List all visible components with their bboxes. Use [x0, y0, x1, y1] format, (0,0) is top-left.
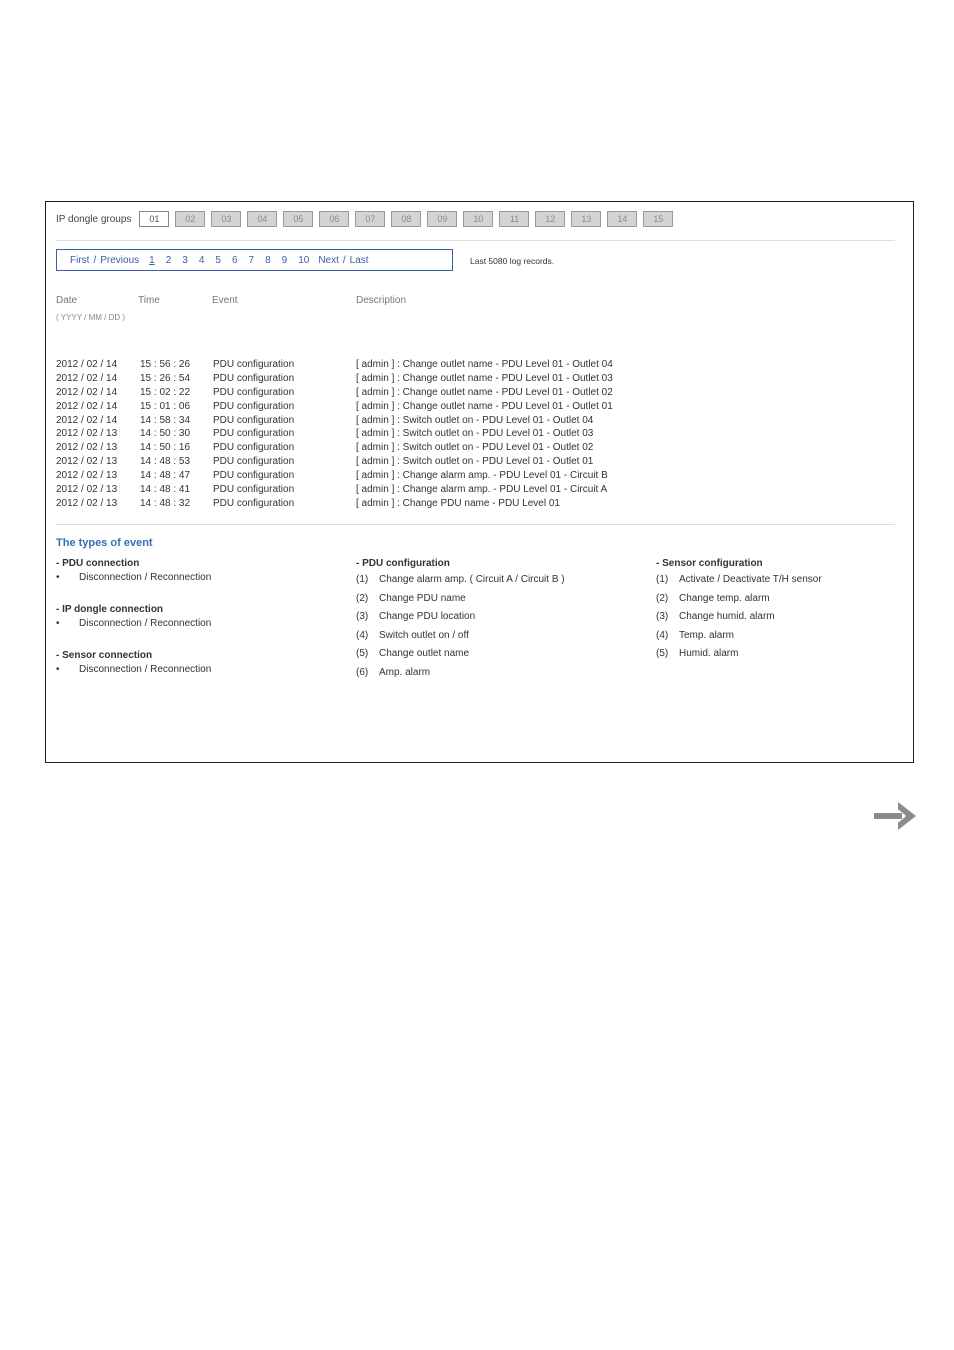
event-category: - Sensor configuration: [656, 558, 763, 569]
group-tab-03[interactable]: 03: [211, 211, 241, 227]
event-log-panel: [45, 201, 914, 763]
log-description: [ admin ] : Switch outlet on - PDU Level 01 - Outlet 03: [356, 428, 594, 440]
item-number: (3): [356, 611, 369, 622]
page-link-3[interactable]: 3: [182, 254, 188, 266]
log-event: PDU configuration: [213, 442, 295, 454]
header-time: Time: [138, 295, 160, 306]
group-tab-15[interactable]: 15: [643, 211, 673, 227]
header-date-format: ( YYYY / MM / DD ): [56, 313, 126, 322]
group-tab-11[interactable]: 11: [499, 211, 529, 227]
arrow-right-icon[interactable]: [872, 798, 918, 834]
log-time: 14 : 48 : 41: [140, 484, 191, 496]
divider: [56, 240, 895, 241]
list-item: [356, 630, 565, 649]
item-number: (1): [356, 574, 369, 585]
log-time: 15 : 56 : 26: [140, 359, 191, 370]
previous-page-link[interactable]: Previous: [100, 254, 140, 266]
group-selector: [139, 211, 679, 227]
group-tab-01[interactable]: 01: [139, 211, 169, 227]
log-event: PDU configuration: [213, 428, 295, 440]
list-item: [356, 574, 565, 593]
list-item: [656, 648, 822, 667]
ip-dongle-groups: [56, 211, 679, 227]
log-time: 14 : 58 : 34: [140, 414, 191, 426]
page-link-1[interactable]: 1: [149, 254, 155, 266]
pager-separator: /: [342, 254, 346, 266]
group-tab-05[interactable]: 05: [283, 211, 313, 227]
page-link-2[interactable]: 2: [165, 254, 172, 266]
group-tab-07[interactable]: 07: [355, 211, 385, 227]
log-date: 2012 / 02 / 14: [56, 414, 118, 426]
group-tab-08[interactable]: 08: [391, 211, 421, 227]
item-text: Activate / Deactivate T/H sensor: [679, 574, 822, 585]
group-tab-02[interactable]: 02: [175, 211, 205, 227]
log-date: 2012 / 02 / 13: [56, 484, 118, 496]
log-event: PDU configuration: [213, 400, 295, 412]
page-link-9[interactable]: 9: [281, 254, 288, 266]
item-number: (2): [656, 592, 669, 604]
log-date: 2012 / 02 / 14: [56, 359, 118, 370]
item-number: (1): [656, 574, 669, 585]
log-event: PDU configuration: [213, 372, 295, 384]
item-text: Change outlet name: [379, 648, 470, 659]
spacer: [56, 632, 211, 650]
log-event: PDU configuration: [213, 456, 295, 468]
item-text: Humid. alarm: [679, 648, 739, 659]
list-item: • Disconnection / Reconnection: [56, 664, 211, 678]
log-date: 2012 / 02 / 14: [56, 372, 118, 384]
page-links: [139, 255, 309, 266]
event-category: - PDU connection: [56, 558, 140, 569]
log-description: [ admin ] : Switch outlet on - PDU Level 01 - Outlet 04: [356, 414, 594, 426]
item-number: (4): [356, 629, 369, 641]
next-page-link[interactable]: Next: [318, 254, 339, 266]
log-event: PDU configuration: [213, 359, 295, 370]
log-description: [ admin ] : Switch outlet on - PDU Level 01 - Outlet 01: [356, 456, 594, 468]
log-description: [ admin ] : Change alarm amp. - PDU Level 01 - Circuit A: [356, 484, 608, 496]
list-item: [656, 611, 822, 630]
list-item: [356, 667, 565, 686]
group-tab-09[interactable]: 09: [427, 211, 457, 227]
log-description: [ admin ] : Change alarm amp. - PDU Level 01 - Circuit B: [356, 470, 608, 482]
log-description: [ admin ] : Change outlet name - PDU Level 01 - Outlet 04: [356, 359, 613, 370]
list-item: [656, 593, 822, 612]
group-tab-12[interactable]: 12: [535, 211, 565, 227]
item-text: Change PDU location: [379, 611, 476, 622]
group-tab-10[interactable]: 10: [463, 211, 493, 227]
log-event: PDU configuration: [213, 497, 295, 509]
item-number: (6): [356, 666, 369, 678]
event-types-sensor-configuration: [656, 558, 822, 667]
event-category: - IP dongle connection: [56, 604, 164, 615]
event-category: - Sensor connection: [56, 650, 153, 661]
group-tab-13[interactable]: 13: [571, 211, 601, 227]
log-date: 2012 / 02 / 14: [56, 386, 118, 398]
last-page-link[interactable]: Last: [349, 254, 369, 266]
group-tab-06[interactable]: 06: [319, 211, 349, 227]
page-link-7[interactable]: 7: [248, 254, 255, 266]
page-link-5[interactable]: 5: [215, 254, 221, 266]
list-item: [356, 593, 565, 612]
list-item: [656, 630, 822, 649]
log-description: [ admin ] : Change PDU name - PDU Level 01: [356, 497, 560, 509]
log-event: PDU configuration: [213, 386, 295, 398]
log-event: PDU configuration: [213, 470, 295, 482]
log-time: 15 : 02 : 22: [140, 386, 191, 398]
list-item: [356, 648, 565, 667]
list-item: [356, 611, 565, 630]
page-link-10[interactable]: 10: [298, 254, 310, 266]
log-description: [ admin ] : Change outlet name - PDU Level 01 - Outlet 01: [356, 400, 613, 412]
pager-separator: /: [93, 254, 97, 266]
log-description: [ admin ] : Change outlet name - PDU Level 01 - Outlet 02: [356, 386, 613, 398]
divider: [56, 524, 895, 525]
item-text: Temp. alarm: [679, 629, 735, 641]
log-event: PDU configuration: [213, 414, 295, 426]
item-text: Change PDU name: [379, 592, 466, 604]
event-types-title: The types of event: [56, 537, 153, 549]
item-text: Change humid. alarm: [679, 611, 775, 622]
item-text: Amp. alarm: [379, 666, 431, 678]
page-link-4[interactable]: 4: [198, 254, 205, 266]
first-page-link[interactable]: First: [70, 254, 90, 266]
item-number: (2): [356, 592, 369, 604]
log-time: 15 : 26 : 54: [140, 372, 191, 384]
item-number: (4): [656, 629, 669, 641]
page-link-8[interactable]: 8: [265, 254, 271, 266]
list-item: • Disconnection / Reconnection: [56, 618, 211, 632]
header-description: Description: [356, 295, 407, 306]
header-event: Event: [212, 295, 238, 306]
log-event: PDU configuration: [213, 484, 295, 496]
log-date: 2012 / 02 / 13: [56, 428, 118, 440]
list-item: [656, 574, 822, 593]
log-date: 2012 / 02 / 13: [56, 497, 118, 509]
log-time: 14 : 48 : 32: [140, 497, 191, 509]
log-date: 2012 / 02 / 14: [56, 400, 118, 412]
log-date: 2012 / 02 / 13: [56, 442, 118, 454]
event-category: - PDU configuration: [356, 558, 450, 569]
log-date: 2012 / 02 / 13: [56, 470, 118, 482]
item-number: (5): [656, 648, 669, 659]
log-description: [ admin ] : Switch outlet on - PDU Level 01 - Outlet 02: [356, 442, 594, 454]
event-types-pdu-configuration: [356, 558, 565, 685]
log-time: 14 : 50 : 16: [140, 442, 191, 454]
item-number: (5): [356, 648, 369, 659]
log-time: 15 : 01 : 06: [140, 400, 191, 412]
log-time: 14 : 50 : 30: [140, 428, 191, 440]
log-description: [ admin ] : Change outlet name - PDU Level 01 - Outlet 03: [356, 372, 613, 384]
list-item: • Disconnection / Reconnection: [56, 572, 211, 586]
group-tab-14[interactable]: 14: [607, 211, 637, 227]
item-text: Switch outlet on / off: [379, 629, 469, 641]
group-tab-04[interactable]: 04: [247, 211, 277, 227]
log-time: 14 : 48 : 53: [140, 456, 191, 468]
item-text: Change alarm amp. ( Circuit A / Circuit B ): [379, 574, 565, 585]
item-number: (3): [656, 611, 669, 622]
records-note: Last 5080 log records.: [470, 256, 555, 266]
item-text: Change temp. alarm: [679, 592, 770, 604]
log-date: 2012 / 02 / 13: [56, 456, 118, 468]
header-date: Date: [56, 295, 78, 306]
pagination: [56, 249, 453, 271]
page-link-6[interactable]: 6: [231, 254, 238, 266]
ip-dongle-groups-label: IP dongle groups: [56, 213, 132, 225]
event-types-connection: [56, 558, 211, 678]
log-time: 14 : 48 : 47: [140, 470, 191, 482]
spacer: [56, 586, 211, 604]
